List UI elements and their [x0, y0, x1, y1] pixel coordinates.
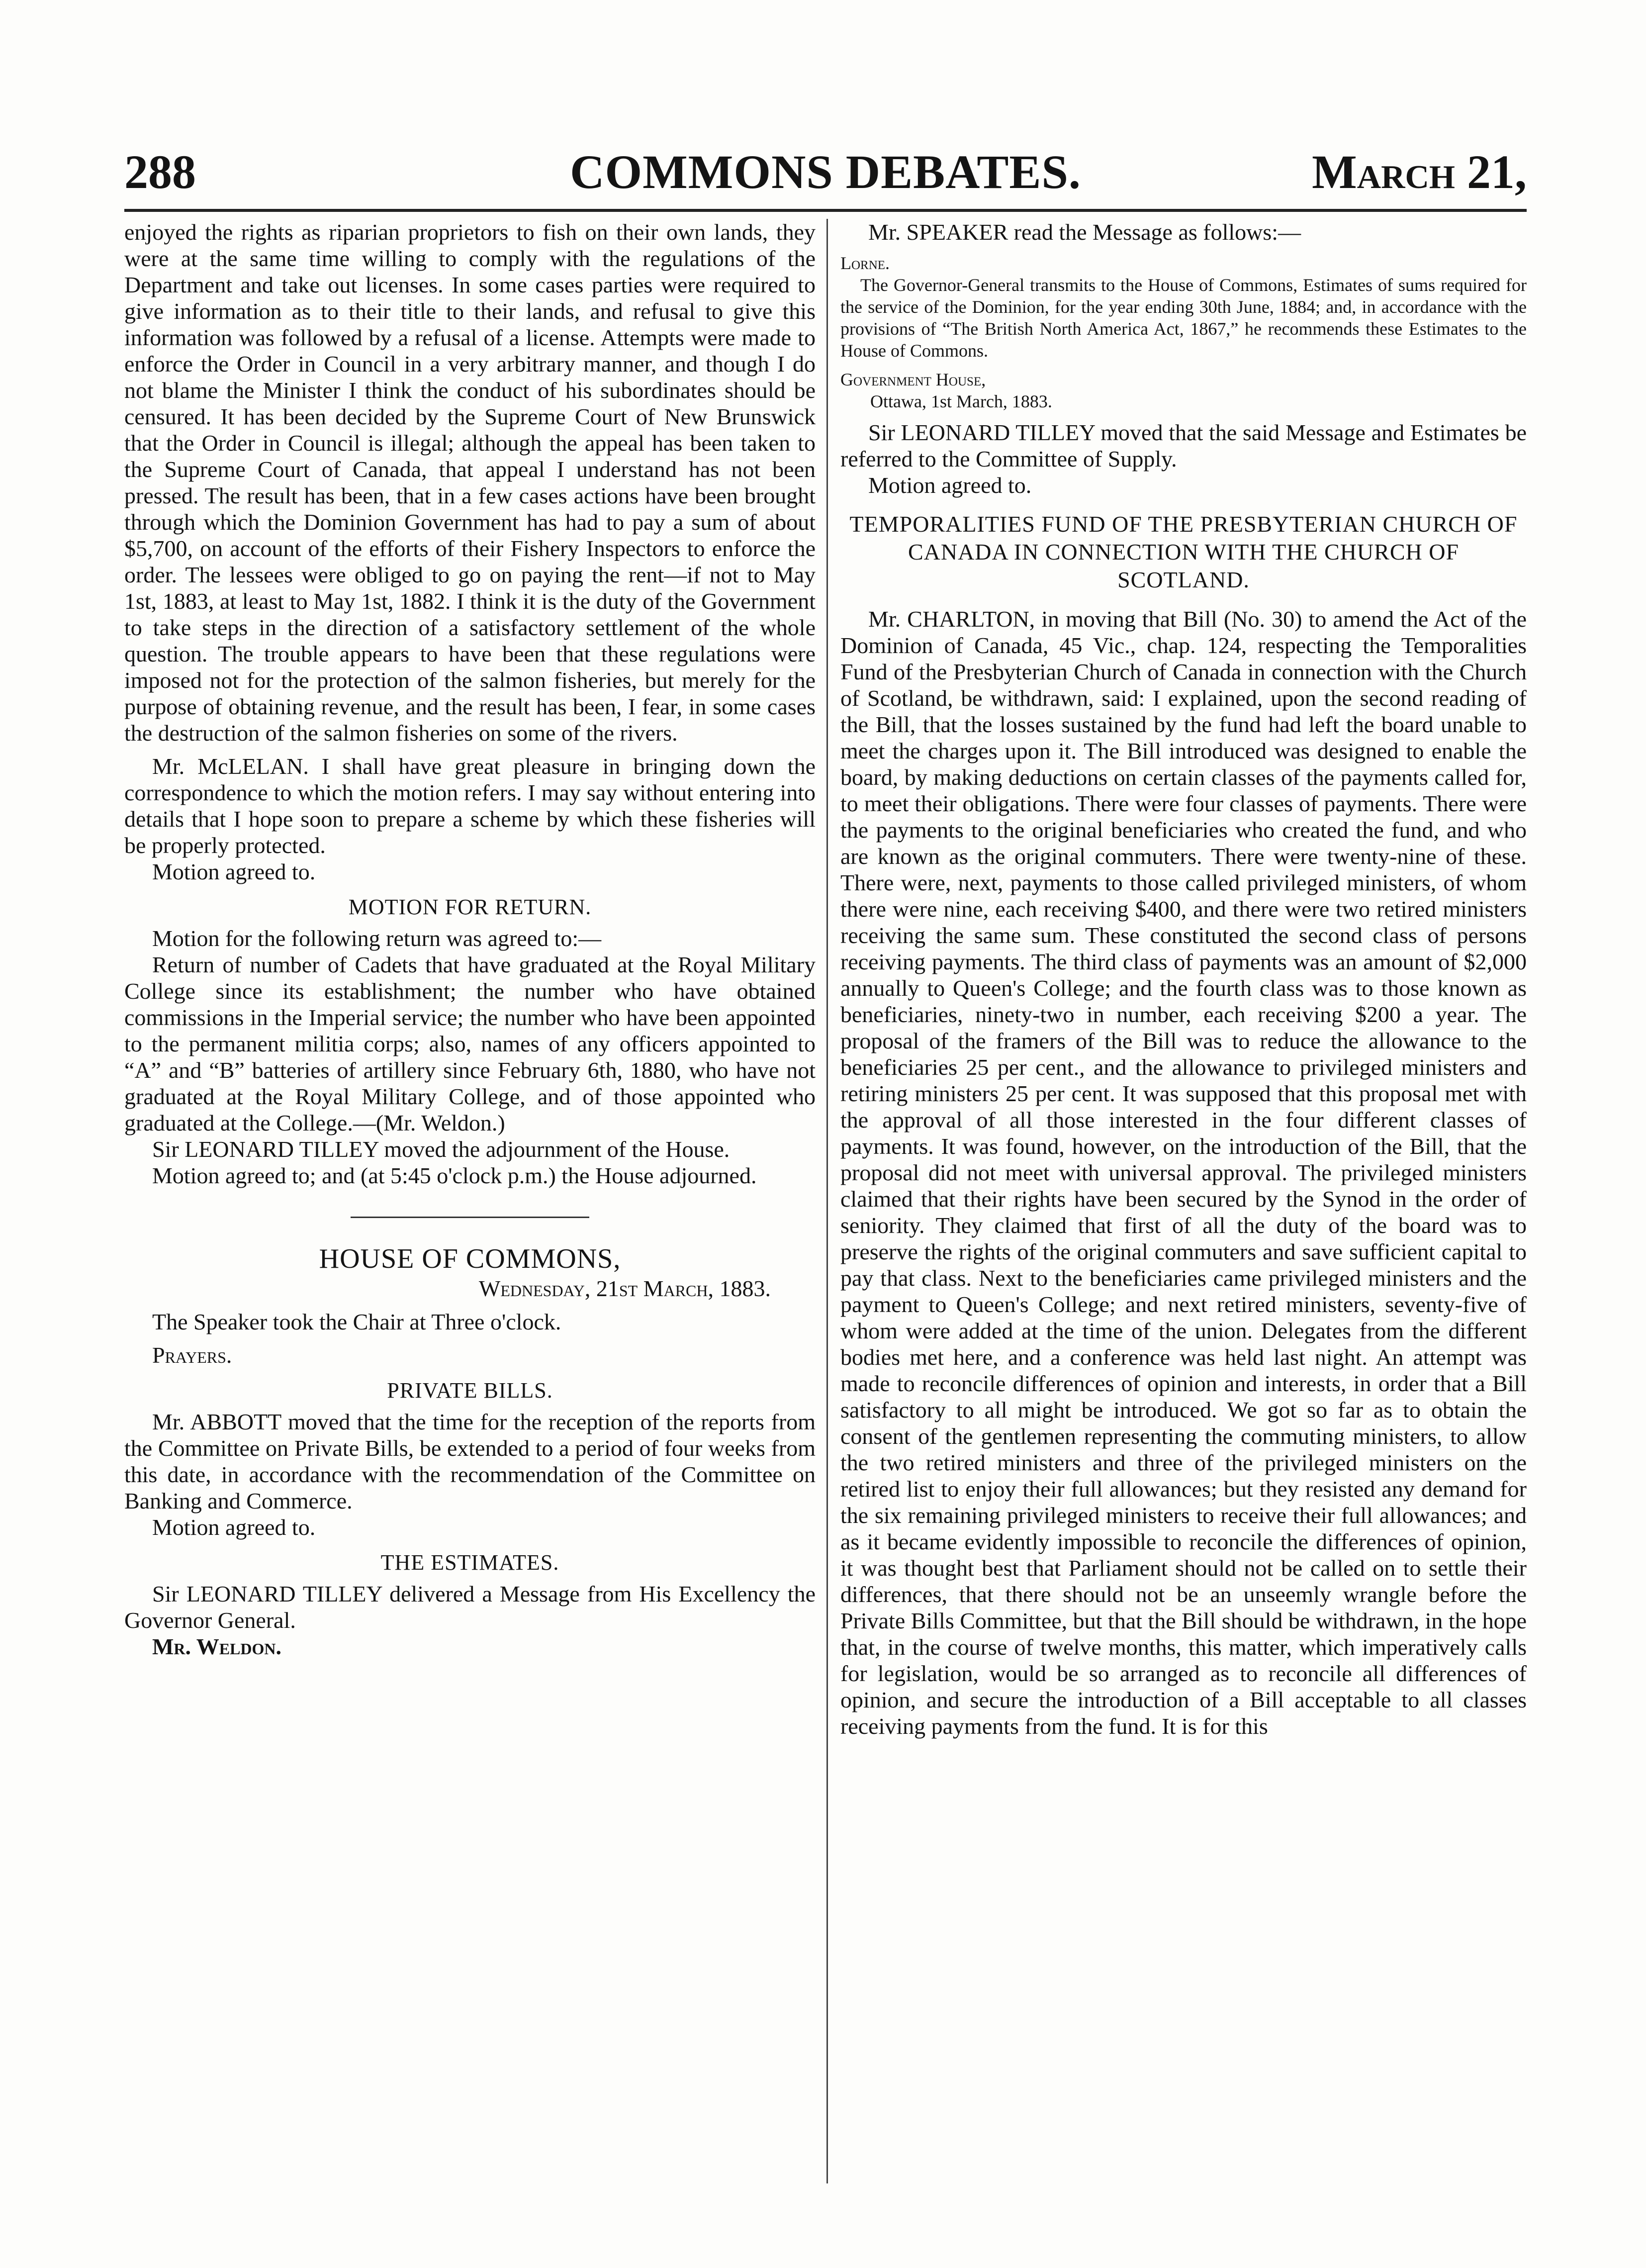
left-column	[124, 219, 816, 1660]
paragraph: Motion agreed to.	[152, 1514, 316, 1540]
page-header	[124, 144, 1527, 199]
footer-name: Mr. Weldon.	[152, 1634, 281, 1659]
paragraph: Sir LEONARD TILLEY delivered a Message from His Excellency the Governor General.	[124, 1581, 816, 1633]
page-number: 288	[124, 145, 196, 198]
paragraph: Mr. CHARLTON, in moving that Bill (No. 30) to amend the Act of the Dominion of Canada, 45 Vic., chap. 124, respecting the Temporalities Fund of the Presbyterian Church of Canada in connection with the Church of Scotland, be withdrawn, said: I explained, upon the second reading of the Bill, that the losses sustained by the fund had left the board unable to meet the charges upon it. The Bill introduced was designed to enable the board, by making deductions on certain classes of the payments called for, to meet their obligations. There were four classes of payments. There were the payments to the original beneficiaries who created the fund, and who are known as the original commuters. There were twenty-nine of these. There were, next, payments to those called privileged ministers, of whom there were nine, each receiving $400, and there were two retired ministers receiving the same sum. These constituted the second class of persons receiving payments. The third class of payments was an amount of $2,000 annually to Queen's College; and the fourth class was to those known as beneficiaries, ninety-two in number, each receiving $200 a year. The proposal of the framers of the Bill was to reduce the allowance to the beneficiaries 25 per cent., and the allowance to privileged ministers and retiring ministers 25 per cent. It was supposed that this proposal met with the approval of all those interested in the four different classes of payments. It was found, however, on the introduction of the Bill, that the proposal did not meet with universal approval. The privileged ministers claimed that their rights have been secured by the Synod in the order of seniority. They claimed that first of all the duty of the board was to preserve the rights of the original commuters and save sufficient capital to pay that class. Next to the beneficiaries came privileged ministers and the payment to Queen's College; and next retired ministers, seventy-five of whom were added at the time of the union. Delegates from the different bodies met here, and a conference was held last night. An attempt was made to reconcile differences of opinion and interests, in order that a Bill satisfactory to all might be introduced. We got so far as to obtain the consent of the gentlemen representing the commuting ministers, to allow the two retired ministers and three of the privileged ministers on the retired list to enjoy their full allowances; but they resisted any demand for the six remaining privileged ministers to receive their full allowances; and as it became evidently impossible to reconcile the differences of opinion, it was thought best that Parliament should not be called on to settle their differences, that there should not be an unseemly wrangle before the Private Bills Committee, but that the Bill should be withdrawn, in the hope that, in the course of twelve months, this matter, which imperatively calls for legislation, would be so arranged as to reconcile all differences of opinion, and secure the introduction of a Bill acceptable to all classes receiving payments from the fund. It is for this	[840, 606, 1527, 1739]
page-date: March 21,	[1312, 145, 1527, 198]
paragraph: enjoyed the rights as riparian proprietors to fish on their own lands, they were at the same time willing to comply with the regulations of the Department and take out licenses. In some cases parties were required to give information as to their title to their lands, and refusal to give this information was followed by a refusal of a license. Attempts were made to enforce the Order in Council in a very arbitrary manner, and though I do not blame the Minister I think the conduct of his subordinates should be censured. It has been decided by the Supreme Court of New Brunswick that the Order in Council is illegal; although the appeal has been taken to the Supreme Court of Canada, that appeal I understand has not been pressed. The result has been, that in a few cases actions have been brought through which the Dominion Government has had to pay a sum of about $5,700, on account of the efforts of their Fishery Inspectors to enforce the order. The lessees were obliged to go on paying the rent—if not to May 1st, 1883, at least to May 1st, 1882. I think it is the duty of the Government to take steps in the direction of a satisfactory settlement of the whole question. The trouble appears to have been that these regulations were imposed not for the protection of the salmon fisheries, but merely for the purpose of obtaining revenue, and the result has been, I fear, in some cases the destruction of the salmon fisheries on some of the rivers.	[124, 219, 816, 746]
paragraph: Sir LEONARD TILLEY moved the adjournment of the House.	[152, 1136, 730, 1162]
paragraph: Motion for the following return was agreed to:—	[152, 926, 602, 951]
paragraph: Sir LEONARD TILLEY moved that the said Message and Estimates be referred to the Committee of Supply.	[840, 420, 1527, 472]
paragraph: Mr. SPEAKER read the Message as follows:—	[868, 219, 1301, 245]
paragraph: Motion agreed to.	[152, 859, 316, 884]
signature-lorne: Lorne.	[840, 253, 890, 273]
section-heading-private-bills: PRIVATE BILLS.	[387, 1378, 553, 1403]
section-heading-motion-for-return: MOTION FOR RETURN.	[348, 895, 592, 919]
governor-message	[840, 274, 1527, 362]
column-divider	[826, 219, 828, 2183]
paragraph: Mr. ABBOTT moved that the time for the reception of the reports from the Committee on Private Bills, be extended to a period of four weeks from this date, in accordance with the recommendation of the Committee on Banking and Commerce.	[124, 1409, 816, 1513]
right-column	[840, 219, 1527, 1739]
house-of-commons-title: HOUSE OF COMMONS,	[319, 1243, 621, 1274]
paragraph: The Speaker took the Chair at Three o'clock.	[152, 1309, 561, 1334]
header-rule	[124, 209, 1527, 212]
page-title: COMMONS DEBATES.	[570, 145, 1081, 198]
paragraph: Motion agreed to; and (at 5:45 o'clock p.m.) the House adjourned.	[152, 1163, 757, 1188]
paragraph: Return of number of Cadets that have graduated at the Royal Military College since its establishment; the number who have obtained commissions in the Imperial service; the number who have been appointed to the permanent militia corps; also, names of any officers appointed to “A” and “B” batteries of artillery since February 6th, 1880, who have not graduated at the Royal Military College, and of those appointed who graduated at the College.—(Mr. Weldon.)	[124, 952, 816, 1135]
section-heading-temporalities-fund: TEMPORALITIES FUND OF THE PRESBYTERIAN CHURCH OF CANADA IN CONNECTION WITH THE CHURCH OF SCOTLAND.	[849, 511, 1518, 592]
government-house: Government House,	[840, 370, 986, 389]
message-place-date: Ottawa, 1st March, 1883.	[870, 391, 1052, 411]
section-rule	[351, 1217, 589, 1218]
paragraph: Mr. McLELAN. I shall have great pleasure in bringing down the correspondence to which the motion refers. I may say without entering into details that I hope soon to prepare a scheme by which these fisheries will be properly protected.	[124, 754, 816, 858]
paragraph: Motion agreed to.	[868, 472, 1032, 498]
prayers-label: Prayers.	[152, 1342, 232, 1368]
sitting-date: Wednesday, 21st March, 1883.	[478, 1276, 771, 1301]
section-heading-the-estimates: THE ESTIMATES.	[380, 1550, 559, 1575]
message-text: The Governor-General transmits to the House of Commons, Estimates of sums required for the service of the Dominion, for the year ending 30th June, 1884; and, in accordance with the provisions of “The British North America Act, 1867,” he recommends these Estimates to the House of Commons.	[840, 275, 1527, 361]
